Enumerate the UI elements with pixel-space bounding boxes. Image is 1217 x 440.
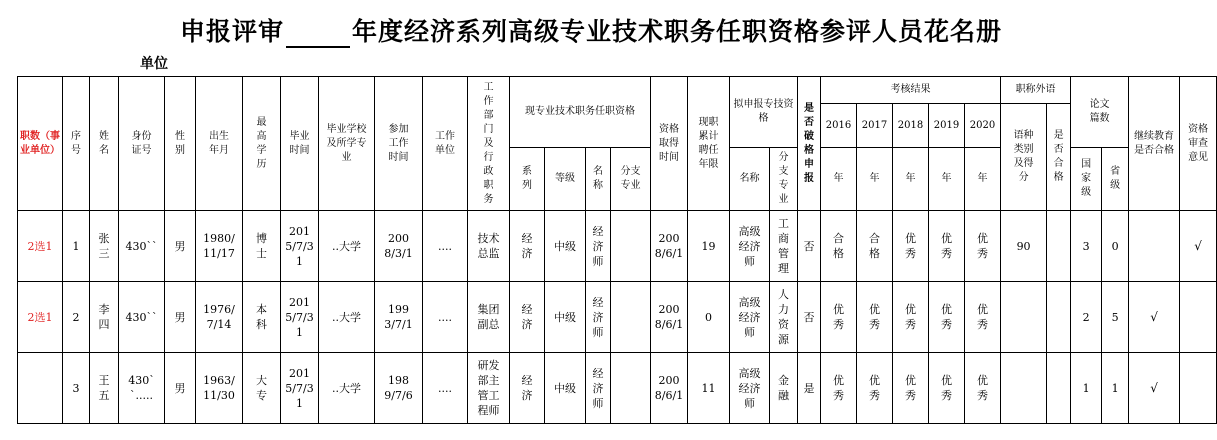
cell-assess-2016: 合格: [821, 211, 857, 282]
cell-assess-2020: 优秀: [965, 353, 1001, 424]
cell-assess-2018: 优秀: [893, 282, 929, 353]
cell-dept-position: 技术总监: [468, 211, 510, 282]
roster-table: [17, 76, 1217, 424]
cell-category: 2选1: [18, 211, 63, 282]
header-education: 最高学历: [243, 77, 281, 211]
header-year-2017: 2017: [857, 104, 893, 148]
header-foreign-lang-group: 职称外语: [1001, 77, 1071, 104]
cell-name: 李四: [90, 282, 119, 353]
header-current-title-group: 现专业技术职务任职资格: [510, 77, 651, 148]
title-prefix: 申报评审: [179, 17, 284, 46]
header-papers-group: 论文篇数: [1071, 77, 1129, 148]
roster-body: [18, 211, 1217, 424]
header-series: 系列: [510, 148, 545, 211]
cell-national: 2: [1071, 282, 1102, 353]
header-id-card: 身份证号: [119, 77, 165, 211]
page-title: [0, 12, 1182, 48]
cell-provincial: 0: [1102, 211, 1129, 282]
header-work-unit: 工作单位: [423, 77, 468, 211]
cell-apply-name: 高级经济师: [730, 211, 770, 282]
cell-category: [18, 353, 63, 424]
cell-qual-review: [1180, 353, 1217, 424]
cell-apply-name: 高级经济师: [730, 282, 770, 353]
cell-dept-position: 研发部主管工程师: [468, 353, 510, 424]
cell-lang-score: 90: [1001, 211, 1047, 282]
cell-name: 张三: [90, 211, 119, 282]
cell-national: 3: [1071, 211, 1102, 282]
cell-gender: 男: [165, 282, 196, 353]
header-year-2020: 2020: [965, 104, 1001, 148]
header-level: 等级: [545, 148, 586, 211]
header-assessment-group: 考核结果: [821, 77, 1001, 104]
title-suffix: 年度经济系列高级专业技术职务任职资格参评人员花名册: [352, 17, 1003, 46]
cell-grad-time: 2015/7/31: [281, 353, 319, 424]
cell-sub-major: [611, 353, 651, 424]
cell-special: 否: [798, 211, 821, 282]
cell-apply-name: 高级经济师: [730, 353, 770, 424]
cell-assess-2019: 优秀: [929, 211, 965, 282]
cell-assess-2019: 优秀: [929, 282, 965, 353]
cell-series: 经济: [510, 211, 545, 282]
cell-work-start: 1989/7/6: [375, 353, 423, 424]
header-qual-time: 资格取得时间: [651, 77, 688, 211]
table-row: [18, 211, 1217, 282]
cell-provincial: 1: [1102, 353, 1129, 424]
cell-seq: 2: [63, 282, 90, 353]
cell-continuing-edu: √: [1129, 353, 1180, 424]
cell-work-start: 1993/7/1: [375, 282, 423, 353]
cell-continuing-edu: [1129, 211, 1180, 282]
header-dept-position: 工作部门及行政职务: [468, 77, 510, 211]
cell-lang-score: [1001, 282, 1047, 353]
cell-work-unit: ....: [423, 353, 468, 424]
header-sub-major: 分支专业: [611, 148, 651, 211]
cell-lang-pass: [1047, 211, 1071, 282]
header-years-served: 现职累计聘任年限: [688, 77, 730, 211]
header-category: 职数（事业单位）: [18, 77, 63, 211]
cell-dept-position: 集团副总: [468, 282, 510, 353]
cell-id-card: 430``: [119, 282, 165, 353]
cell-qual-time: 2008/6/1: [651, 211, 688, 282]
header-school-major: 毕业学校及所学专业: [319, 77, 375, 211]
cell-lang-pass: [1047, 282, 1071, 353]
cell-qual-review: [1180, 282, 1217, 353]
cell-special: 是: [798, 353, 821, 424]
header-gender: 性别: [165, 77, 196, 211]
cell-gender: 男: [165, 211, 196, 282]
header-year-2018: 2018: [893, 104, 929, 148]
cell-assess-2020: 优秀: [965, 282, 1001, 353]
cell-apply-sub: 工商管理: [770, 211, 798, 282]
header-provincial: 省级: [1102, 148, 1129, 211]
header-apply-sub: 分支专业: [770, 148, 798, 211]
header-national: 国家级: [1071, 148, 1102, 211]
cell-gender: 男: [165, 353, 196, 424]
unit-label: 单位: [140, 56, 168, 72]
cell-assess-2020: 优秀: [965, 211, 1001, 282]
cell-birth: 1976/7/14: [196, 282, 243, 353]
table-row: [18, 353, 1217, 424]
cell-sub-major: [611, 282, 651, 353]
cell-apply-sub: 人力资源: [770, 282, 798, 353]
cell-continuing-edu: √: [1129, 282, 1180, 353]
cell-lang-pass: [1047, 353, 1071, 424]
header-grad-time: 毕业时间: [281, 77, 319, 211]
header-year-suffix-3: 年: [893, 148, 929, 211]
cell-school-major: ..大学: [319, 353, 375, 424]
cell-years-served: 11: [688, 353, 730, 424]
table-row: [18, 282, 1217, 353]
cell-title-name: 经济师: [586, 282, 611, 353]
header-apply-group: 拟申报专技资格: [730, 77, 798, 148]
cell-qual-time: 2008/6/1: [651, 353, 688, 424]
header-seq: 序号: [63, 77, 90, 211]
cell-name: 王五: [90, 353, 119, 424]
cell-id-card: 430``: [119, 211, 165, 282]
cell-level: 中级: [545, 211, 586, 282]
cell-work-unit: ....: [423, 282, 468, 353]
cell-national: 1: [1071, 353, 1102, 424]
cell-assess-2016: 优秀: [821, 353, 857, 424]
cell-education: 大专: [243, 353, 281, 424]
cell-qual-review: √: [1180, 211, 1217, 282]
cell-grad-time: 2015/7/31: [281, 211, 319, 282]
cell-lang-score: [1001, 353, 1047, 424]
cell-assess-2017: 优秀: [857, 353, 893, 424]
cell-series: 经济: [510, 282, 545, 353]
header-lang-type-score: 语种类别及得分: [1001, 104, 1047, 211]
cell-qual-time: 2008/6/1: [651, 282, 688, 353]
cell-seq: 3: [63, 353, 90, 424]
header-continuing-edu: 继续教育是否合格: [1129, 77, 1180, 211]
header-special-apply: 是否破格申报: [798, 77, 821, 211]
cell-assess-2018: 优秀: [893, 211, 929, 282]
cell-years-served: 19: [688, 211, 730, 282]
header-year-suffix-4: 年: [929, 148, 965, 211]
cell-work-unit: ....: [423, 211, 468, 282]
cell-school-major: ..大学: [319, 282, 375, 353]
cell-level: 中级: [545, 282, 586, 353]
cell-level: 中级: [545, 353, 586, 424]
header-birth: 出生年月: [196, 77, 243, 211]
header-year-2019: 2019: [929, 104, 965, 148]
cell-work-start: 2008/3/1: [375, 211, 423, 282]
header-lang-pass: 是否合格: [1047, 104, 1071, 211]
cell-sub-major: [611, 211, 651, 282]
cell-apply-sub: 金融: [770, 353, 798, 424]
header-name: 姓名: [90, 77, 119, 211]
cell-assess-2018: 优秀: [893, 353, 929, 424]
header-work-start: 参加工作时间: [375, 77, 423, 211]
cell-birth: 1980/11/17: [196, 211, 243, 282]
cell-assess-2019: 优秀: [929, 353, 965, 424]
cell-id-card: 430``.....: [119, 353, 165, 424]
cell-assess-2016: 优秀: [821, 282, 857, 353]
cell-grad-time: 2015/7/31: [281, 282, 319, 353]
cell-special: 否: [798, 282, 821, 353]
cell-provincial: 5: [1102, 282, 1129, 353]
header-year-2016: 2016: [821, 104, 857, 148]
cell-seq: 1: [63, 211, 90, 282]
header-title-name: 名称: [586, 148, 611, 211]
cell-education: 本科: [243, 282, 281, 353]
year-blank: [286, 24, 350, 48]
cell-education: 博士: [243, 211, 281, 282]
header-year-suffix-2: 年: [857, 148, 893, 211]
cell-category: 2选1: [18, 282, 63, 353]
cell-birth: 1963/11/30: [196, 353, 243, 424]
cell-assess-2017: 合格: [857, 211, 893, 282]
cell-assess-2017: 优秀: [857, 282, 893, 353]
header-year-suffix-1: 年: [821, 148, 857, 211]
cell-series: 经济: [510, 353, 545, 424]
cell-title-name: 经济师: [586, 353, 611, 424]
cell-years-served: 0: [688, 282, 730, 353]
header-year-suffix-5: 年: [965, 148, 1001, 211]
header-apply-name: 名称: [730, 148, 770, 211]
header-qual-review: 资格审查意见: [1180, 77, 1217, 211]
cell-title-name: 经济师: [586, 211, 611, 282]
cell-school-major: ..大学: [319, 211, 375, 282]
